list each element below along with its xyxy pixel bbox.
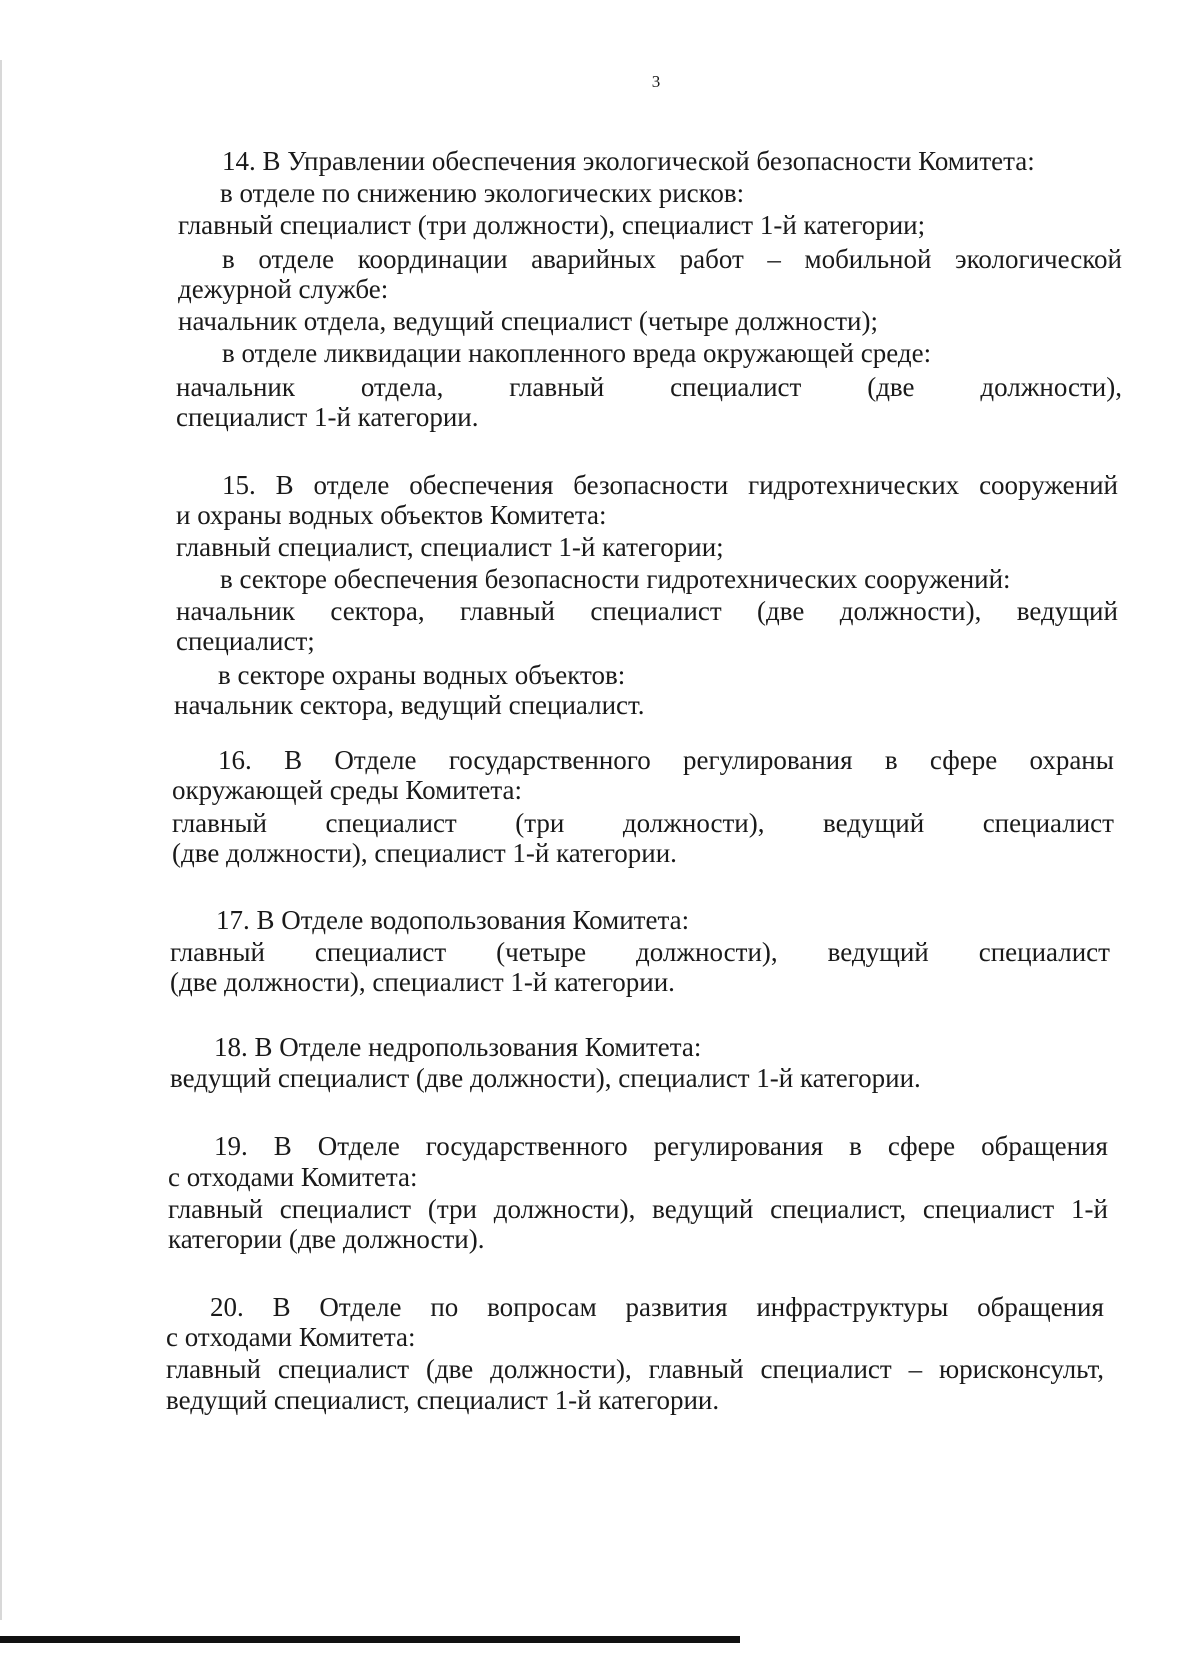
word: специалист: [590, 596, 722, 626]
section-16-line: (две должности), специалист 1-й категории.: [172, 838, 677, 868]
section-14-line: начальник отдела, ведущий специалист (четыре должности);: [178, 306, 878, 336]
word: (три: [427, 1194, 477, 1224]
section-14-line: [222, 244, 1122, 274]
section-14-line: 14. В Управлении обеспечения экологической безопасности Комитета:: [222, 146, 1035, 176]
word: государственного: [448, 745, 651, 775]
scan-bottom-edge: [0, 1636, 740, 1643]
word: ведущий: [823, 808, 925, 838]
word: 16.: [218, 745, 252, 775]
section-16-line: [218, 745, 1114, 775]
word: (три: [515, 808, 565, 838]
word: сфере: [887, 1131, 956, 1161]
word: регулирования: [653, 1131, 824, 1161]
word: инфраструктуры: [756, 1292, 949, 1322]
section-20-line: ведущий специалист, специалист 1-й категории.: [166, 1385, 720, 1415]
word: специалист: [670, 372, 802, 402]
word: аварийных: [531, 244, 657, 274]
word: регулирования: [683, 745, 853, 775]
word: юрисконсульт,: [938, 1354, 1104, 1384]
word: Отделе: [319, 1292, 402, 1322]
word: должности),: [493, 1194, 636, 1224]
word: сооружений: [979, 470, 1118, 500]
word: главный: [170, 937, 265, 967]
word: гидротехнических: [748, 470, 960, 500]
word: сфере: [929, 745, 998, 775]
section-19-line: [214, 1131, 1108, 1161]
word: отделе: [258, 244, 335, 274]
word: развития: [625, 1292, 728, 1322]
word: Отделе: [334, 745, 417, 775]
word: специалист: [314, 937, 447, 967]
word: 19.: [214, 1131, 248, 1161]
word: Отделе: [317, 1131, 400, 1161]
section-14-line: специалист 1-й категории.: [176, 402, 479, 432]
word: в: [222, 244, 235, 274]
word: отделе: [313, 470, 390, 500]
section-15-line: специалист;: [176, 626, 315, 656]
word: (две: [757, 596, 805, 626]
section-15-line: в секторе охраны водных объектов:: [218, 660, 626, 690]
word: координации: [357, 244, 508, 274]
word: главный: [172, 808, 267, 838]
word: должности),: [980, 372, 1122, 402]
section-16-line: [172, 808, 1114, 838]
page-number: 3: [651, 72, 661, 91]
word: В: [272, 1292, 291, 1322]
word: (четыре: [496, 937, 587, 967]
word: по: [430, 1292, 459, 1322]
section-20-line: с отходами Комитета:: [166, 1322, 416, 1352]
section-17-line: [170, 937, 1110, 967]
word: В: [284, 745, 303, 775]
word: 20.: [210, 1292, 244, 1322]
word: В: [275, 470, 294, 500]
section-15-line: в секторе обеспечения безопасности гидротехнических сооружений:: [220, 564, 1011, 594]
word: ведущий: [1016, 596, 1118, 626]
word: сектора,: [330, 596, 425, 626]
word: обеспечения: [409, 470, 554, 500]
word: специалист: [279, 1194, 412, 1224]
section-14-line: [176, 372, 1122, 402]
section-20-line: [210, 1292, 1104, 1322]
word: вопросам: [487, 1292, 597, 1322]
word: обращения: [981, 1131, 1108, 1161]
section-14-line: в отделе ликвидации накопленного вреда окружающей среде:: [222, 338, 932, 368]
section-16-line: окружающей среды Комитета:: [172, 775, 523, 805]
section-15-line: [176, 596, 1118, 626]
section-15-line: [222, 470, 1118, 500]
section-15-line: и охраны водных объектов Комитета:: [176, 500, 607, 530]
word: специалист: [325, 808, 457, 838]
section-15-line: главный специалист, специалист 1-й категории;: [176, 532, 724, 562]
word: в: [849, 1131, 862, 1161]
word: специалист: [760, 1354, 892, 1384]
section-17-line: (две должности), специалист 1-й категории.: [170, 967, 675, 997]
word: специалист,: [770, 1194, 907, 1224]
word: ведущий: [827, 937, 929, 967]
word: должности),: [636, 937, 778, 967]
word: работ: [679, 244, 744, 274]
word: главный: [648, 1354, 744, 1384]
word: должности),: [839, 596, 982, 626]
word: специалист: [922, 1194, 1055, 1224]
word: –: [767, 244, 781, 274]
word: специалист: [978, 937, 1110, 967]
word: начальник: [176, 596, 295, 626]
word: (две: [425, 1354, 474, 1384]
word: должности),: [622, 808, 765, 838]
word: экологической: [955, 244, 1122, 274]
word: мобильной: [804, 244, 932, 274]
word: ведущий: [652, 1194, 754, 1224]
word: обращения: [977, 1292, 1104, 1322]
word: начальник: [176, 372, 295, 402]
word: специалист: [982, 808, 1114, 838]
word: –: [908, 1354, 923, 1384]
section-14-line: дежурной службе:: [178, 274, 389, 304]
section-19-line: категории (две должности).: [168, 1224, 485, 1254]
word: 15.: [222, 470, 256, 500]
word: безопасности: [573, 470, 729, 500]
section-14-line: главный специалист (три должности), специалист 1-й категории;: [178, 210, 926, 240]
word: главный: [166, 1354, 261, 1384]
section-19-line: с отходами Комитета:: [168, 1162, 418, 1192]
section-17-line: 17. В Отделе водопользования Комитета:: [216, 905, 690, 935]
section-18-line: ведущий специалист (две должности), специалист 1-й категории.: [170, 1063, 921, 1093]
word: (две: [867, 372, 915, 402]
section-18-line: 18. В Отделе недропользования Комитета:: [214, 1032, 702, 1062]
word: главный: [168, 1194, 263, 1224]
word: главный: [509, 372, 605, 402]
section-15-line: начальник сектора, ведущий специалист.: [174, 690, 645, 720]
word: главный: [460, 596, 555, 626]
word: государственного: [425, 1131, 628, 1161]
section-20-line: [166, 1354, 1104, 1384]
section-14-line: в отделе по снижению экологических рисков:: [220, 178, 745, 208]
word: в: [884, 745, 898, 775]
word: отдела,: [360, 372, 444, 402]
word: 1-й: [1070, 1194, 1108, 1224]
word: специалист: [277, 1354, 410, 1384]
section-19-line: [168, 1194, 1108, 1224]
word: охраны: [1029, 745, 1114, 775]
word: В: [273, 1131, 292, 1161]
word: должности),: [490, 1354, 632, 1384]
